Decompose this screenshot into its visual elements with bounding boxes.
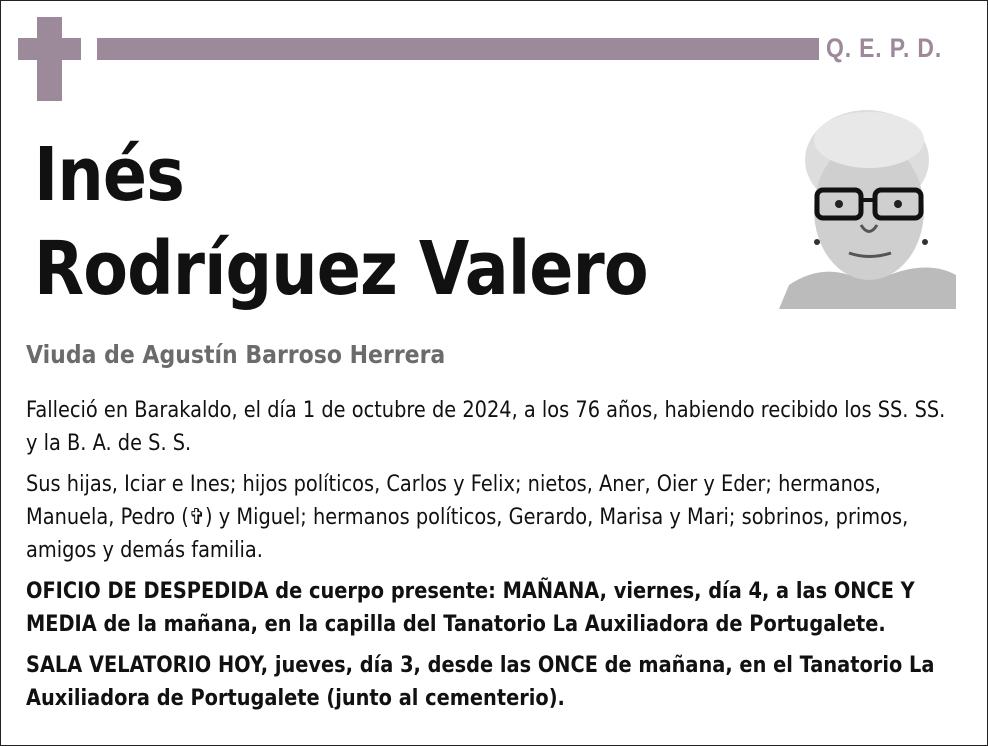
name-surnames: Rodríguez Valero <box>34 226 648 312</box>
portrait-photo <box>779 100 956 309</box>
header-bar <box>97 38 819 60</box>
obituary-body <box>26 394 959 723</box>
qepd-label: Q. E. P. D. <box>826 33 943 63</box>
death-notice: Falleció en Barakaldo, el día 1 de octubre de 2024, a los 76 años, habiendo recibido los SS. SS. y la B. A. de S. S. <box>26 398 946 456</box>
family-list: Sus hijas, Iciar e Ines; hijos políticos, Carlos y Felix; nietos, Aner, Oier y Eder; hermanos, Manuela, Pedro (✞) y Miguel; hermanos políticos, Gerardo, Marisa y Mari; sobrinos, primos, amigos y demás familia. <box>26 472 909 563</box>
funeral-service: OFICIO DE DESPEDIDA de cuerpo presente: MAÑANA, viernes, día 4, a las ONCE Y MEDIA de la mañana, en la capilla del Tanatorio La Auxiliadora de Portugalete. <box>26 579 915 637</box>
subtitle-widow-of: Viuda de Agustín Barroso Herrera <box>26 340 446 369</box>
wake-info: SALA VELATORIO HOY, jueves, día 3, desde las ONCE de mañana, en el Tanatorio La Auxiliadora de Portugalete (junto al cementerio). <box>26 653 935 711</box>
name-first: Inés <box>34 132 184 218</box>
